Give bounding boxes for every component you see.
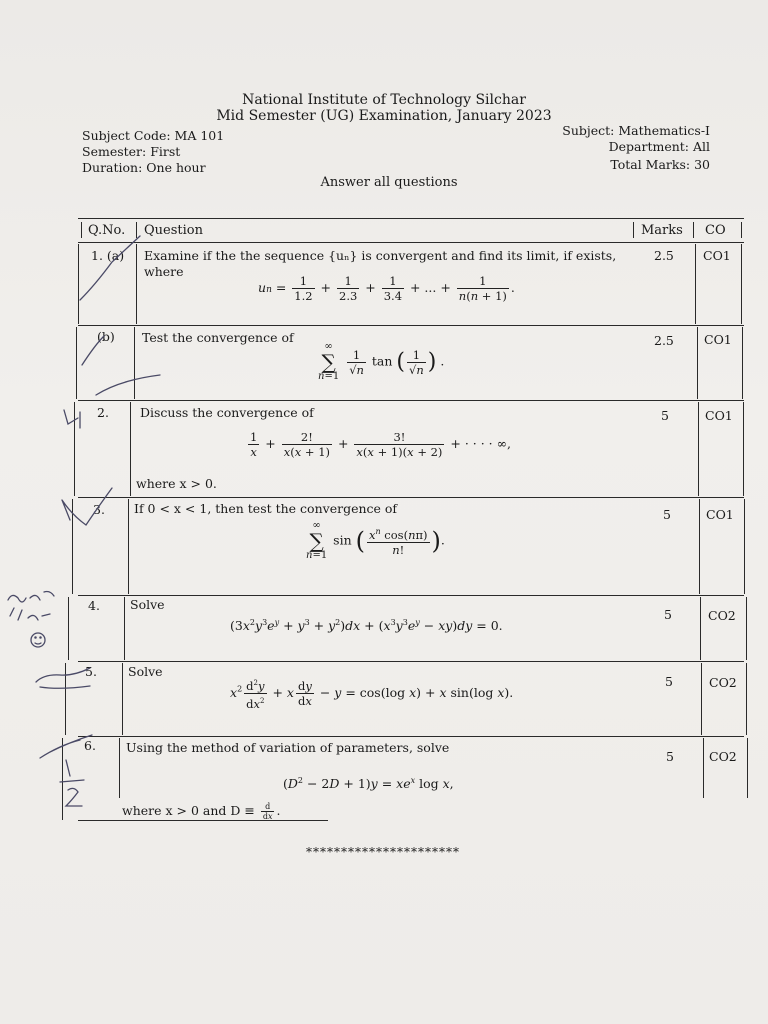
tick-mark-1b (82, 336, 160, 395)
formula-5: $x^2$ $\frac{d^2y}{dx^2}$ + x $\frac{dy}{dx}$ − y = cos(log x) + x sin(log x). (230, 676, 513, 711)
half-mark (60, 760, 84, 806)
total-marks: Total Marks: 30 (610, 157, 710, 172)
question-6-where: where x > 0 and D ≡ $\frac{d}{dx}$ . (122, 802, 281, 821)
tick-mark-2 (64, 410, 80, 428)
marks-1b: 2.5 (654, 333, 674, 348)
instruction: Answer all questions (320, 175, 458, 190)
formula-3: ∞ ∑ n=1 sin ( $\frac{x^n \cos(n\pi)}{n!}$ ). (306, 520, 445, 561)
qno-5: 5. (85, 664, 97, 679)
header-marks: Marks (641, 223, 683, 238)
question-4: Solve (130, 597, 165, 612)
margin-note-ink (8, 592, 54, 621)
question-6: Using the method of variation of parameters, solve (126, 740, 450, 755)
co-1a: CO1 (703, 248, 731, 263)
qno-6: 6. (84, 738, 96, 753)
qno-4: 4. (88, 598, 100, 613)
department: Department: All (608, 139, 710, 154)
subject-code: Subject Code: MA 101 (82, 128, 225, 143)
formula-1b: ∞ ∑ n=1 $\frac{1}{√n}$ tan ( $\frac{1}{√n}$ ) . (318, 341, 445, 382)
qno-1b: (b) (97, 329, 115, 344)
institute-name: National Institute of Technology Silchar (242, 92, 526, 108)
exam-title: Mid Semester (UG) Examination, January 2023 (216, 108, 552, 124)
qno-3: 3. (93, 502, 105, 517)
co-2: CO1 (705, 408, 733, 423)
co-4: CO2 (708, 608, 736, 623)
question-1a: Examine if the the sequence {uₙ} is convergent and find its limit, if exists, (144, 248, 617, 263)
marks-1a: 2.5 (654, 248, 674, 263)
tick-mark-3 (62, 488, 112, 525)
tick-mark-5 (36, 668, 90, 688)
question-1a-where: where (144, 264, 184, 279)
duration: Duration: One hour (82, 160, 206, 175)
formula-2: $\frac{1}{x}$ + $\frac{2!}{x(x + 1)}$ + $\frac{3!}{x(x + 1)(x + 2)}$ + · · · · ∞, (250, 430, 512, 459)
qno-2: 2. (97, 405, 109, 420)
marks-6: 5 (666, 749, 674, 764)
co-5: CO2 (709, 675, 737, 690)
header-question: Question (144, 223, 203, 238)
question-2-where: where x > 0. (136, 476, 217, 491)
co-1b: CO1 (704, 332, 732, 347)
smiley-doodle (31, 633, 45, 647)
tick-mark-1a (80, 236, 140, 300)
marks-2: 5 (661, 408, 669, 423)
co-6: CO2 (709, 749, 737, 764)
qno-1a: 1. (a) (91, 248, 125, 263)
question-1b: Test the convergence of (142, 330, 294, 345)
formula-6: $(D^2 - 2D + 1)y = xe^x$ log x, (283, 776, 454, 792)
marks-3: 5 (663, 507, 671, 522)
subject: Subject: Mathematics-I (562, 123, 710, 138)
formula-4: $(3x^2y^3e^y + y^3 + y^2)dx + (x^3y^3e^y - xy)dy = 0$. (230, 618, 503, 634)
formula-1a: un = $\frac{1}{1.2}$ + $\frac{1}{2.3}$ + $\frac{1}{3.4}$ + ... + $\frac{1}{n(n + 1)}$ . (258, 274, 515, 303)
question-3: If 0 < x < 1, then test the convergence of (134, 501, 398, 516)
marks-4: 5 (664, 607, 672, 622)
tick-mark-6 (40, 735, 92, 758)
question-5: Solve (128, 664, 163, 679)
semester: Semester: First (82, 144, 181, 159)
marks-5: 5 (665, 674, 673, 689)
header-co: CO (705, 223, 726, 238)
end-stars: ********************** (306, 845, 460, 859)
question-2: Discuss the convergence of (140, 405, 314, 420)
co-3: CO1 (706, 507, 734, 522)
header-qno: Q.No. (88, 223, 126, 238)
